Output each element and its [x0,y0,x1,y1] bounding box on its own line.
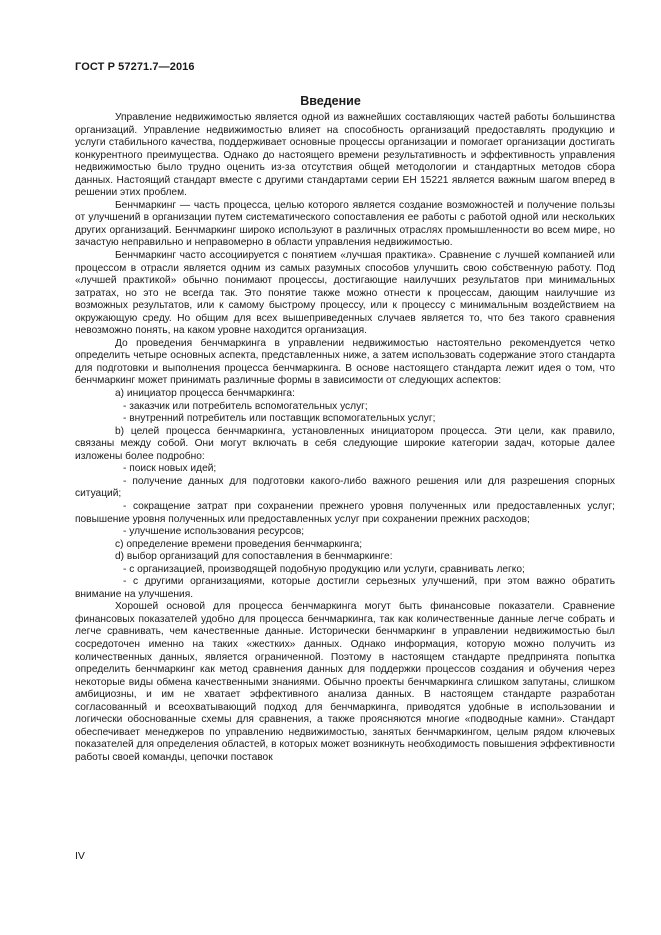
paragraph: Бенчмаркинг — часть процесса, целью которого является создание возможностей и получение пользы от улучшений в организации путем систематического сопоставления ее работы с работой одной или нескольких других организаций. Бенчмаркинг широко используют в различных отраслях промышленности во всем мире, но зачастую неправильно и неправомерно в области управления недвижимостью. [75,199,615,249]
list-item: - поиск новых идей; [123,463,217,475]
paragraph: До проведения бенчмаркинга в управлении недвижимостью настоятельно рекомендуется четко определить четыре основных аспекта, представленных ниже, а затем использовать содержание этого стандарта для подготовки и выполнения процесса бенчмаркинга. В основе настоящего стандарта лежит идея о том, что бенчмаркинг может принимать различные формы в зависимости от следующих аспектов: [75,337,615,387]
list-item: - внутренний потребитель или поставщик вспомогательных услуг; [123,413,436,425]
list-item: - заказчик или потребитель вспомогательных услуг; [123,400,368,412]
section-title: Введение [300,94,361,108]
list-item: - с другими организациями, которые достигли серьезных улучшений, при этом важно обратить внимание на улучшения. [75,576,615,600]
list-item: а) инициатор процесса бенчмаркинга: [115,388,295,400]
list-item: c) определение времени проведения бенчмаркинга; [115,538,363,550]
list-item: d) выбор организаций для сопоставления в бенчмаркинге: [115,551,393,563]
list-item: b) целей процесса бенчмаркинга, установленных инициатором процесса. Эти цели, как правило, связаны между собой. Они могут включать в себя следующие широкие категории задач, которые далее изложены более подробно: [75,425,615,462]
list-item: - с организацией, производящей подобную продукцию или услуги, сравнивать легко; [123,563,525,575]
body-text [75,112,615,764]
page-number: IV [75,850,85,862]
paragraph: Хорошей основой для процесса бенчмаркинга могут быть финансовые показатели. Сравнение финансовых показателей удобно для процесса бенчмаркинга, так как количественные данные легче собрать и легче сравнивать, чем качественные данные. Исторически бенчмаркинг в управлении недвижимостью был сосредоточен именно на таких «жестких» данных. Однако информация, которую можно получить из количественных данных, является ограниченной. Поэтому в настоящем стандарте предпринята попытка определить бенчмаркинг как метод сравнения данных для поддержки процессов создания и обучения через некоторые виды обмена качественными знаниями. Обычно проекты бенчмаркинга слишком запутаны, слишком амбициозны, и им не хватает эффективного анализа данных. В настоящем стандарте разработан согласованный и всеохватывающий подход для бенчмаркинга, приводятся удобные в использовании и логически обоснованные схемы для сравнения, а также проясняются многие «подводные камни». Стандарт обеспечивает менеджеров по управлению недвижимостью, занятых бенчмаркингом, целым рядом ключевых показателей для определения областей, в которых может возникнуть необходимость повышения эффективности работы своей команды, цепочки поставок [75,601,615,763]
list-item: - сокращение затрат при сохранении прежнего уровня полученных или предоставленных услуг; повышение уровня полученных или предоставленных услуг при сохранении прежних расходов; [75,500,615,525]
standard-number: ГОСТ Р 57271.7—2016 [75,61,195,73]
paragraph: Бенчмаркинг часто ассоциируется с понятием «лучшая практика». Сравнение с лучшей компанией или процессом в отрасли является одним из самых разумных способов улучшить свою собственную работу. Под «лучшей практикой» обычно понимают процессы, достигающие наилучших результатов при минимальных затратах, но это не всегда так. Это понятие также можно отнести к процессам, дающим наилучшие из возможных результатов, или к самому быстрому процессу, или к процессу с минимальным воздействием на окружающую среду. Но общим для всех вышеприведенных случаев является то, что без такого сравнения невозможно понять, на каком уровне находится организация. [75,250,615,337]
paragraph: Управление недвижимостью является одной из важнейших составляющих частей работы большинства организаций. Управление недвижимостью влияет на способность организаций предоставлять продукцию и услуги стабильного качества, поддерживает основные процессы организации и помогает организации достигать конкурентного преимущества. Однако до настоящего времени результативность и эффективность управления недвижимостью было трудно оценить из-за отсутствия общей методологии и стандартных методов сбора данных. Настоящий стандарт вместе с другими стандартами серии ЕН 15221 является важным шагом вперед в решении этих проблем. [75,112,615,199]
list-item: - получение данных для подготовки какого-либо важного решения или для разрешения спорных ситуаций; [75,475,615,500]
list-item: - улучшение использования ресурсов; [123,526,305,538]
